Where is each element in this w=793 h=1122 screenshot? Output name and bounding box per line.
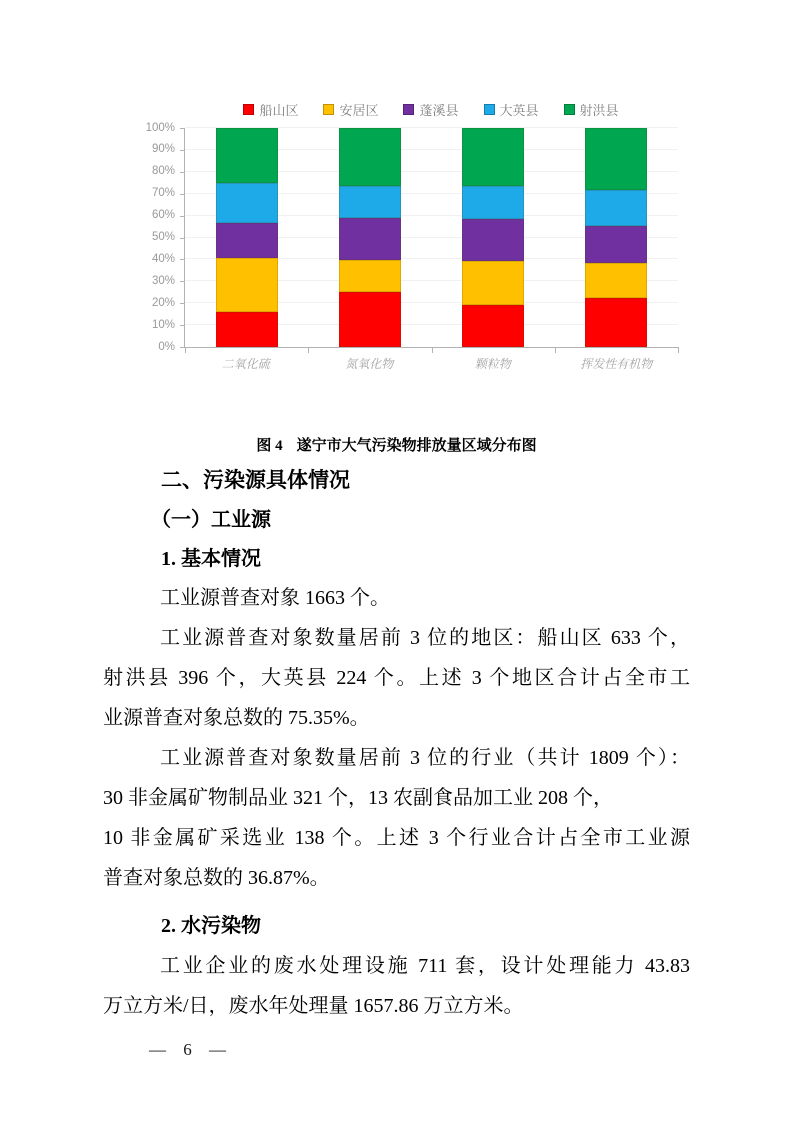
bar-segment <box>339 128 401 186</box>
body-line: 射洪县 396 个，大英县 224 个。上述 3 个地区合计占全市工 <box>103 667 690 689</box>
body-line: 10 非金属矿采选业 138 个。上述 3 个行业合计占全市工业源 <box>103 827 690 849</box>
section-heading-3-water: 2. 水污染物 <box>161 915 261 937</box>
bar-segment <box>339 186 401 217</box>
legend-label: 安居区 <box>339 103 379 118</box>
x-axis-tick-mark <box>308 347 309 353</box>
bar-segment <box>339 218 401 260</box>
bar-segment <box>462 261 524 305</box>
y-tick-label: 80% <box>151 165 175 178</box>
y-tick-label: 60% <box>151 208 175 221</box>
stacked-bar <box>585 128 647 347</box>
stacked-bar <box>339 128 401 347</box>
bar-slot <box>555 128 678 347</box>
x-axis-tick-mark <box>185 347 186 353</box>
y-tick-label: 90% <box>151 143 175 156</box>
x-category-label: 氮氧化物 <box>345 357 394 371</box>
section-heading-3-basic: 1. 基本情况 <box>161 548 261 570</box>
y-tick-label: 30% <box>151 274 175 287</box>
legend-label: 射洪县 <box>579 103 619 118</box>
legend-label: 蓬溪县 <box>419 103 459 118</box>
bar-segment <box>585 226 647 263</box>
y-tick-label: 0% <box>158 340 175 353</box>
legend-item <box>323 100 378 119</box>
bar-segment <box>216 258 278 312</box>
y-tick-label: 40% <box>151 252 175 265</box>
legend-label: 大英县 <box>499 103 539 118</box>
chart-x-axis <box>184 355 678 372</box>
legend-item <box>484 100 539 119</box>
body-line: 万立方米/日，废水年处理量 1657.86 万立方米。 <box>103 995 524 1017</box>
body-line: 工业源普查对象数量居前 3 位的地区：船山区 633 个， <box>160 627 690 649</box>
y-tick-label: 70% <box>151 186 175 199</box>
legend-item <box>243 100 298 119</box>
bar-segment <box>216 223 278 258</box>
legend-swatch-icon <box>243 104 254 115</box>
x-axis-tick-mark <box>432 347 433 353</box>
body-line: 普查对象总数的 36.87%。 <box>103 867 330 889</box>
stacked-bar <box>216 128 278 347</box>
x-category-label: 颗粒物 <box>474 357 511 371</box>
bar-segment <box>216 312 278 347</box>
body-line: 工业企业的废水处理设施 711 套，设计处理能力 43.83 <box>160 955 690 977</box>
body-line: 工业源普查对象数量居前 3 位的行业（共计 1809 个）： <box>160 747 690 769</box>
bar-segment <box>462 186 524 218</box>
bar-slot <box>432 128 555 347</box>
bar-segment <box>585 128 647 190</box>
figure-caption-label: 图 4 <box>256 438 283 454</box>
body-line: 工业源普查对象 1663 个。 <box>160 587 390 609</box>
page-number: — 6 — <box>149 1040 226 1059</box>
legend-label: 船山区 <box>259 103 299 118</box>
chart-y-axis <box>138 121 184 353</box>
bar-slot <box>308 128 431 347</box>
emissions-chart <box>138 100 678 372</box>
legend-item <box>403 100 458 119</box>
bar-segment <box>339 292 401 347</box>
x-category-label: 二氧化硫 <box>221 357 270 371</box>
bar-segment <box>585 263 647 298</box>
chart-legend <box>184 100 678 119</box>
legend-item <box>564 100 619 119</box>
bar-segment <box>462 128 524 186</box>
stacked-bar <box>462 128 524 347</box>
bar-slot <box>185 128 308 347</box>
text-column <box>103 433 690 1026</box>
body-line: 业源普查对象总数的 75.35%。 <box>103 707 370 729</box>
section-heading-1: 二、污染源具体情况 <box>161 469 350 492</box>
figure-caption <box>103 433 690 464</box>
bar-segment <box>462 305 524 347</box>
bar-segment <box>216 183 278 223</box>
bar-segment <box>339 260 401 292</box>
legend-swatch-icon <box>323 104 334 115</box>
bar-segment <box>216 128 278 183</box>
y-tick-label: 20% <box>151 296 175 309</box>
bar-segment <box>585 298 647 347</box>
bar-segment <box>585 190 647 225</box>
body-line: 30 非金属矿物制品业 321 个，13 农副食品加工业 208 个， <box>103 787 613 809</box>
chart-plot-area <box>184 128 678 348</box>
section-heading-2: （一）工业源 <box>151 509 271 531</box>
figure-caption-title: 遂宁市大气污染物排放量区域分布图 <box>296 438 537 454</box>
legend-swatch-icon <box>403 104 414 115</box>
legend-swatch-icon <box>564 104 575 115</box>
x-category-label: 挥发性有机物 <box>580 357 653 371</box>
y-tick-label: 100% <box>145 121 175 134</box>
y-tick-label: 10% <box>151 318 175 331</box>
bar-segment <box>462 219 524 261</box>
x-axis-tick-mark <box>678 347 679 353</box>
legend-swatch-icon <box>484 104 495 115</box>
x-axis-tick-mark <box>555 347 556 353</box>
y-tick-label: 50% <box>151 230 175 243</box>
chart-body <box>138 121 678 353</box>
